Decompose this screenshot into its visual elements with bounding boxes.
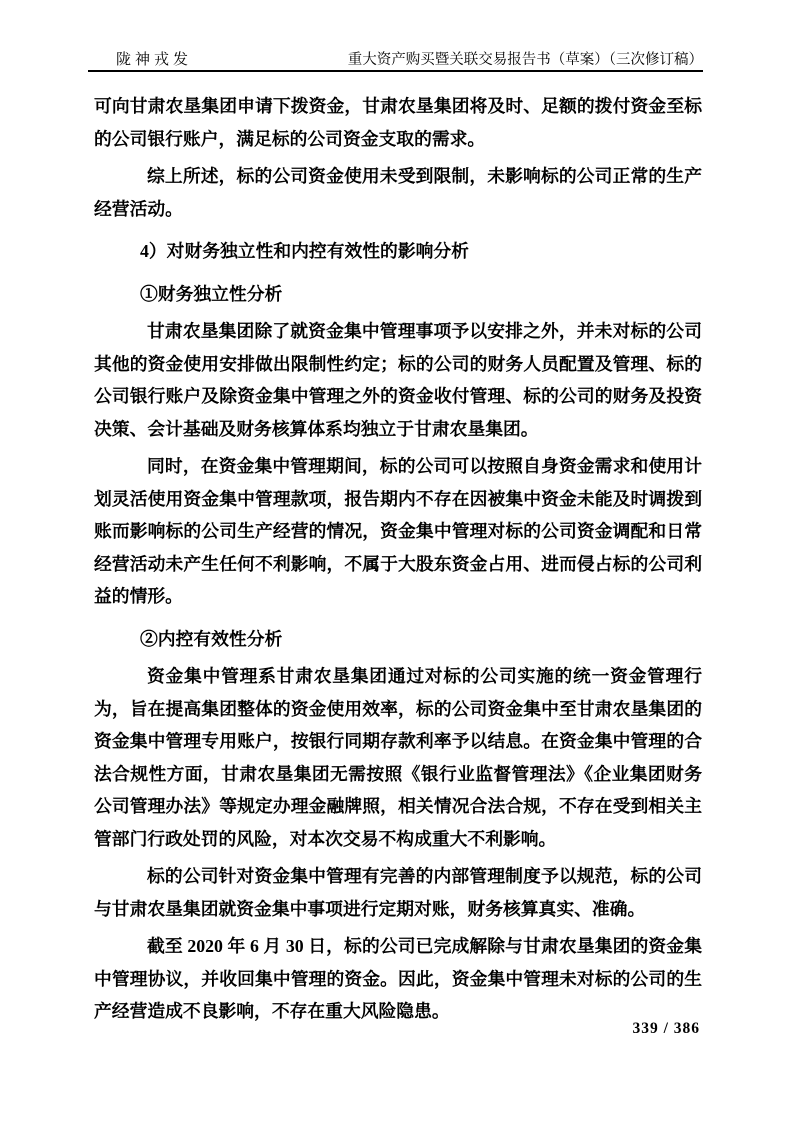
paragraph: 甘肃农垦集团除了就资金集中管理事项予以安排之外，并未对标的公司其他的资金使用安排做出限制性约定；标的公司的财务人员配置及管理、标的公司银行账户及除资金集中管理之外的资金收付管理、标的公司的财务及投资决策、会计基础及财务核算体系均独立于甘肃农垦集团。 [94,321,702,439]
header-rule [88,70,703,72]
section-subheading: ②内控有效性分析 [140,628,283,649]
paragraph: 资金集中管理系甘肃农垦集团通过对标的公司实施的统一资金管理行为，旨在提高集团整体的资金使用效率，标的公司资金集中至甘肃农垦集团的资金集中管理专用账户，按银行同期存款利率予以结息。在资金集中管理的合法合规性方面，甘肃农垦集团无需按照《银行业监督管理法》《企业集团财务公司管理办法》等规定办理金融牌照，相关情况合法合规，不存在受到相关主管部门行政处罚的风险，对本次交易不构成重大不利影响。 [94,666,702,849]
header-company-name: 陇神戎发 [116,52,193,68]
document-body [94,90,702,1028]
page-header [89,48,703,69]
page-number: 339 / 386 [632,1020,700,1037]
header-document-title: 重大资产购买暨关联交易报告书（草案）（三次修订稿） [347,52,703,68]
paragraph: 综上所述，标的公司资金使用未受到限制，未影响标的公司正常的生产经营活动。 [94,166,702,219]
section-subheading: ①财务独立性分析 [140,283,283,304]
paragraph: 同时，在资金集中管理期间，标的公司可以按照自身资金需求和使用计划灵活使用资金集中管理款项，报告期内不存在因被集中资金未能及时调拨到账而影响标的公司生产经营的情况，资金集中管理对标的公司资金调配和日常经营活动未产生任何不利影响，不属于大股东资金占用、进而侵占标的公司利益的情形。 [94,456,702,606]
paragraph: 标的公司针对资金集中管理有完善的内部管理制度予以规范，标的公司与甘肃农垦集团就资金集中事项进行定期对账，财务核算真实、准确。 [94,866,702,919]
paragraph: 可向甘肃农垦集团申请下拨资金，甘肃农垦集团将及时、足额的拨付资金至标的公司银行账户，满足标的公司资金支取的需求。 [94,96,702,149]
paragraph: 截至 2020 年 6 月 30 日，标的公司已完成解除与甘肃农垦集团的资金集中管理协议，并收回集中管理的资金。因此，资金集中管理未对标的公司的生产经营造成不良影响，不存在重大风险隐患。 [94,936,702,1021]
section-heading: 4）对财务独立性和内控有效性的影响分析 [140,241,469,261]
